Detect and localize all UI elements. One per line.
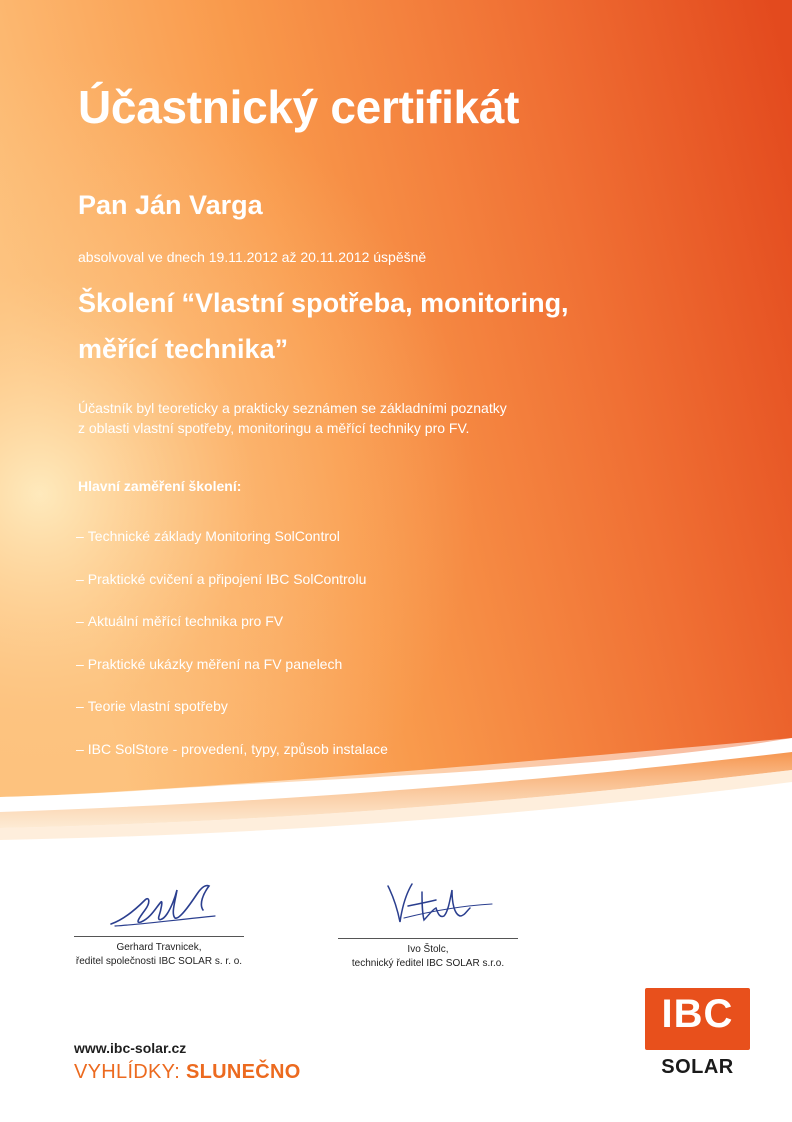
course-title: [78, 280, 569, 372]
course-title-line-2: měřící technika”: [78, 334, 289, 364]
signatory-role-1: ředitel společnosti IBC SOLAR s. r. o.: [75, 956, 243, 967]
signatory-name-2: Ivo Štolc,: [407, 944, 449, 955]
course-description: [78, 398, 507, 438]
focus-item: – Praktické ukázky měření na FV panelech: [76, 655, 343, 672]
logo-ibc-text: IBC: [661, 992, 734, 1036]
certificate-title: Účastnický certifikát: [78, 81, 520, 133]
focus-list: [76, 528, 388, 783]
dash-bullet: –: [76, 613, 84, 629]
website-link[interactable]: www.ibc-solar.cz: [74, 1040, 187, 1056]
description-line-2: z oblasti vlastní spotřeby, monitoringu a měřící techniky pro FV.: [78, 420, 470, 436]
dash-bullet: –: [76, 655, 84, 672]
focus-item: – Aktuální měřící technika pro FV: [76, 613, 284, 629]
focus-item: – IBC SolStore - provedení, typy, způsob instalace: [76, 740, 388, 757]
description-line-1: Účastník byl teoreticky a prakticky seznámen se základními poznatky: [78, 400, 507, 416]
dash-bullet: –: [76, 528, 84, 544]
slogan-bold: SLUNEČNO: [185, 1061, 301, 1083]
signature-line-2: [338, 938, 518, 939]
dash-bullet: –: [76, 698, 84, 714]
ibc-solar-logo: [645, 988, 750, 1088]
recipient-name: Pan Ján Varga: [78, 190, 263, 220]
signatory-name-1: Gerhard Travnicek,: [116, 942, 202, 953]
slogan-light: VYHLÍDKY:: [74, 1061, 181, 1083]
signatory-role-2: technický ředitel IBC SOLAR s.r.o.: [351, 958, 505, 969]
focus-item: – Technické základy Monitoring SolControl: [76, 528, 340, 544]
signature-stolc: [378, 878, 498, 932]
course-title-line-1: Školení “Vlastní spotřeba, monitoring,: [78, 288, 569, 318]
focus-heading: Hlavní zaměření školení:: [78, 478, 242, 494]
slogan: [74, 1061, 301, 1084]
focus-item: – Teorie vlastní spotřeby: [76, 698, 228, 714]
logo-solar-text: SOLAR: [661, 1056, 734, 1078]
completion-dates: absolvoval ve dnech 19.11.2012 až 20.11.2012 úspěšně: [78, 249, 427, 265]
dash-bullet: –: [76, 570, 84, 587]
signature-line-1: [74, 936, 244, 937]
dash-bullet: –: [76, 740, 84, 757]
signature-travnicek: [105, 880, 225, 932]
focus-item: – Praktické cvičení a připojení IBC SolControlu: [76, 570, 367, 587]
